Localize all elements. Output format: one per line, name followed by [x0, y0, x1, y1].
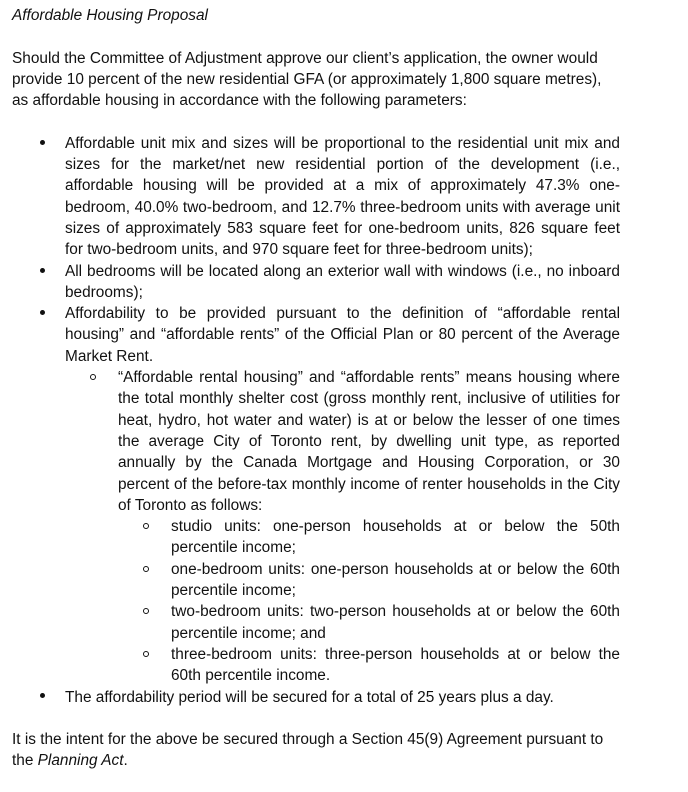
- intro-paragraph: Should the Committee of Adjustment approve our client’s application, the owner would provide 10 percent of the new residential GFA (or approximately 1,800 square metres), as affordable housing in accordance with the following parameters:: [12, 49, 602, 110]
- list-item-text: Affordability to be provided pursuant to the definition of “affordable rental housing” and “affordable rents” of the Official Plan or 80 percent of the Average Market Rent.: [65, 305, 620, 365]
- income-item-text: two-bedroom units: two-person households at or below the 60th percentile income; and: [171, 603, 620, 642]
- hollow-bullet-icon: [143, 644, 149, 665]
- parameters-list: [12, 133, 620, 708]
- unit-type-income-list: [65, 516, 620, 686]
- filled-bullet-icon: [37, 261, 47, 282]
- list-item-text: Affordable unit mix and sizes will be proportional to the residential unit mix and sizes for the market/net new residential portion of the development (i.e., affordable housing will be provided at a mix of approximately 47.3% one-bedroom, 40.0% two-bedroom, and 12.7% three-bedroom units with average unit sizes of approximately 583 square feet for one-bedroom units, 826 square feet for two-bedroom units, and 970 square feet for three-bedroom units);: [65, 134, 620, 259]
- income-item-two-bedroom: [65, 601, 620, 644]
- filled-bullet-icon: [37, 687, 47, 708]
- planning-act-reference: Planning Act: [37, 752, 124, 770]
- list-item-text: All bedrooms will be located along an exterior wall with windows (i.e., no inboard bedrooms);: [65, 262, 620, 301]
- filled-bullet-icon: [37, 133, 47, 154]
- income-item-text: studio units: one-person households at or below the 50th percentile income;: [171, 518, 620, 557]
- income-item-three-bedroom: [65, 644, 620, 687]
- sub-list-item-definition: [65, 367, 620, 686]
- hollow-bullet-icon: [143, 559, 149, 580]
- income-item-text: three-bedroom units: three-person households at or below the 60th percentile income.: [171, 645, 620, 685]
- income-item-studio: [65, 516, 620, 559]
- document-page: [12, 5, 620, 772]
- list-item-text: The affordability period will be secured for a total of 25 years plus a day.: [65, 688, 554, 706]
- list-item-bedrooms: [12, 261, 620, 304]
- hollow-bullet-icon: [143, 516, 149, 537]
- section-title: Affordable Housing Proposal: [12, 7, 208, 24]
- sub-list-item-text: “Affordable rental housing” and “affordable rents” means housing where the total monthly shelter cost (gross monthly rent, inclusive of utilities for heat, hydro, hot water and water) is at or below the lesser of one times the average City of Toronto rent, by dwelling unit type, as reported annually by the Canada Mortgage and Housing Corporation, or 30 percent of the before-tax monthly income of renter households in the City of Toronto as follows:: [118, 369, 620, 514]
- closing-text: It is the intent for the above be secured through a Section 45(9) Agreement pursuant to the: [12, 731, 604, 770]
- list-item-affordability: [12, 303, 620, 686]
- list-item-affordability-period: [12, 687, 620, 708]
- hollow-bullet-icon: [90, 367, 96, 388]
- closing-paragraph: [12, 729, 620, 772]
- income-item-text: one-bedroom units: one-person households at or below the 60th percentile income;: [171, 560, 620, 600]
- affordability-definition-list: [65, 367, 620, 686]
- list-item-unit-mix: [12, 133, 620, 261]
- filled-bullet-icon: [37, 303, 47, 324]
- hollow-bullet-icon: [143, 601, 149, 622]
- income-item-one-bedroom: [65, 559, 620, 602]
- closing-period: .: [123, 752, 128, 770]
